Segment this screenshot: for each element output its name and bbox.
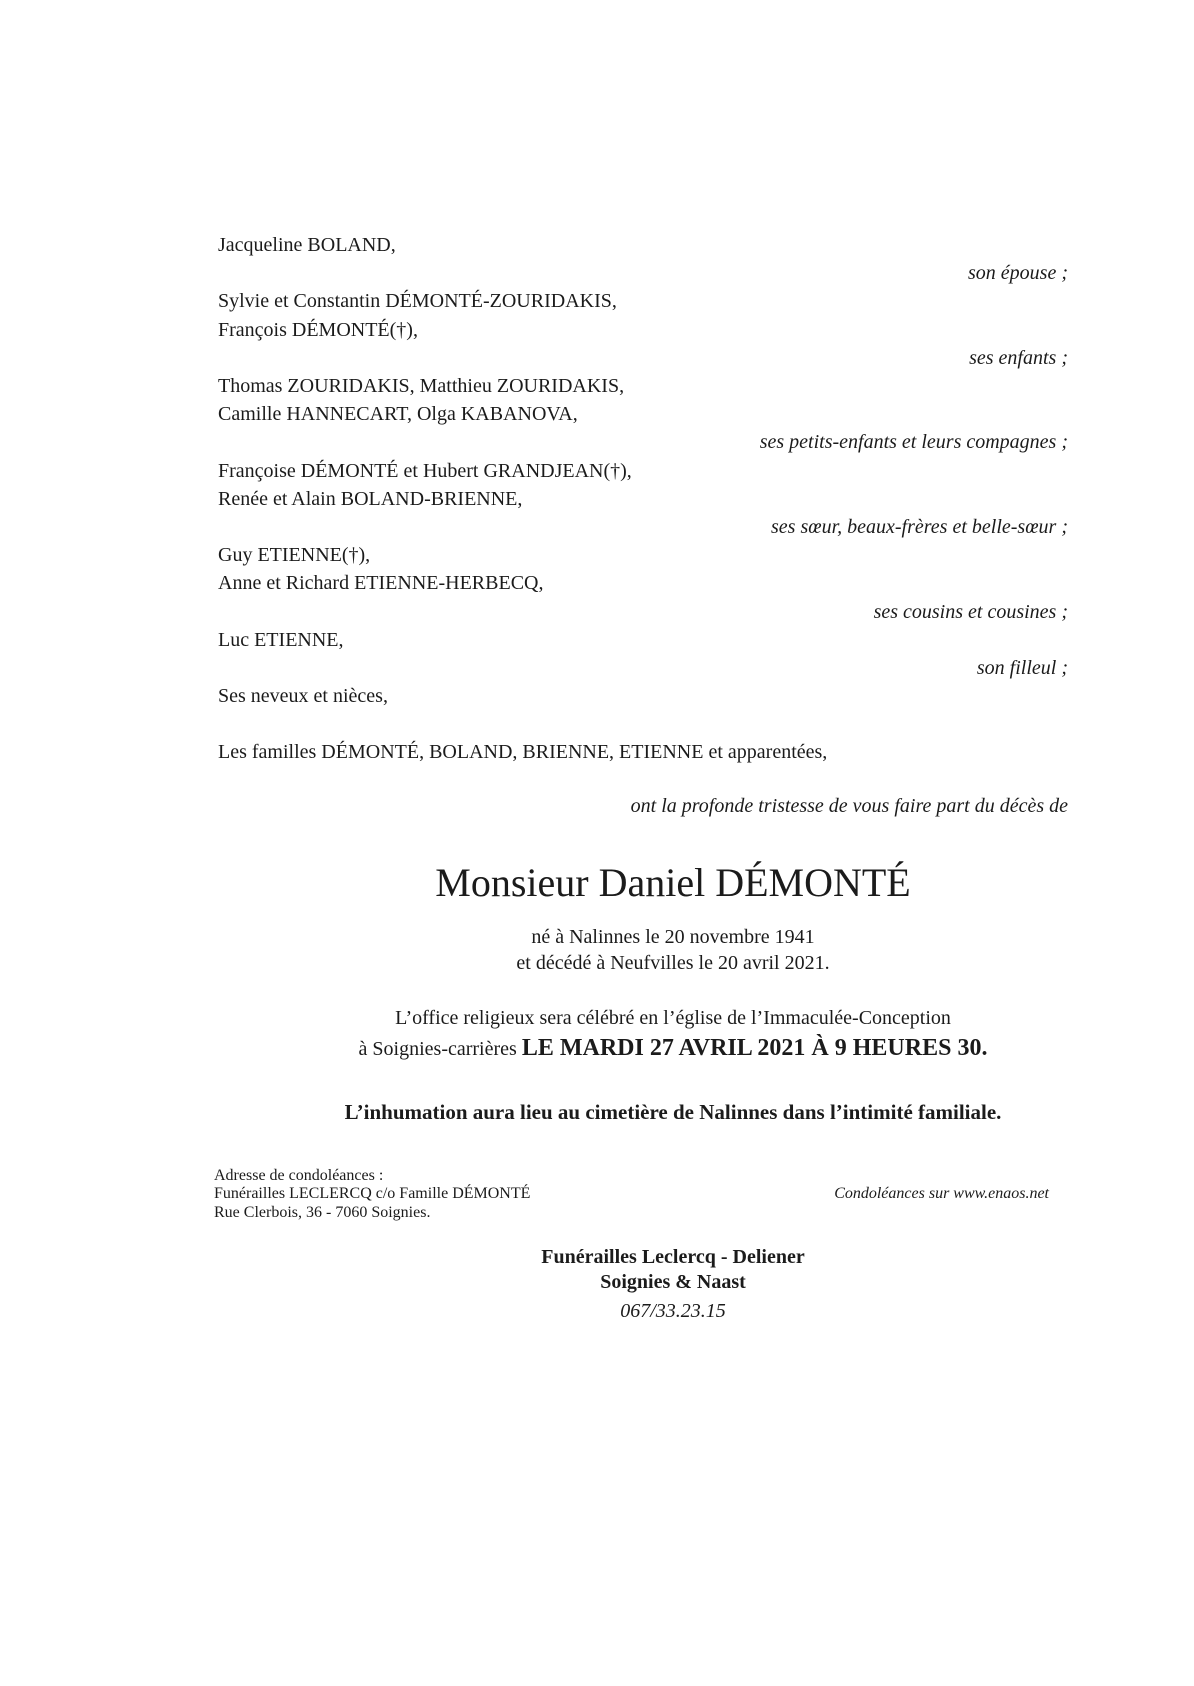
online-condolences-line: Condoléances sur www.enaos.net — [834, 1185, 1049, 1203]
funeral-home-locations: Soignies & Naast — [600, 1271, 746, 1293]
deceased-name: Monsieur Daniel DÉMONTÉ — [435, 860, 911, 905]
death-line: et décédé à Neufvilles le 20 avril 2021. — [516, 951, 830, 974]
family-name-line: Luc ETIENNE, — [218, 628, 344, 651]
funeral-home-name: Funérailles Leclercq - Deliener — [541, 1246, 805, 1268]
condolence-address-line: Rue Clerbois, 36 - 7060 Soignies. — [214, 1203, 431, 1221]
announcement-intro-line: ont la profonde tristesse de vous faire part du décès de — [630, 795, 1068, 817]
office-line: L’office religieux sera célébré en l’église de l’Immaculée-Conception — [395, 1007, 951, 1029]
family-name-line: Renée et Alain BOLAND-BRIENNE, — [218, 487, 523, 510]
family-section — [218, 231, 1068, 710]
relation-line: ses enfants ; — [969, 346, 1068, 369]
family-name-line: Guy ETIENNE(†), — [218, 544, 371, 567]
service-datetime: LE MARDI 27 AVRIL 2021 À 9 HEURES 30. — [521, 1034, 988, 1061]
relation-line: ses petits-enfants et leurs compagnes ; — [759, 431, 1068, 454]
birth-line: né à Nalinnes le 20 novembre 1941 — [531, 926, 815, 948]
service-datetime-line — [230, 1034, 1116, 1065]
family-name-line: Ses neveux et nièces, — [218, 685, 388, 708]
family-name-line: Sylvie et Constantin DÉMONTÉ-ZOURIDAKIS, — [218, 290, 617, 313]
birth-death-block — [230, 925, 1116, 976]
condolences-section — [214, 1167, 1068, 1222]
relation-line: ses cousins et cousines ; — [873, 600, 1068, 623]
relation-line: son filleul ; — [976, 657, 1068, 680]
family-name-line: Jacqueline BOLAND, — [218, 234, 396, 256]
relation-line: son épouse ; — [968, 262, 1068, 285]
service-location-prefix: à Soignies-carrières — [358, 1037, 522, 1060]
family-name-line: Anne et Richard ETIENNE-HERBECQ, — [218, 572, 544, 595]
condolence-address-line: Funérailles LECLERCQ c/o Famille DÉMONTÉ — [214, 1185, 531, 1203]
service-block — [230, 1004, 1116, 1064]
condolence-address-label: Adresse de condoléances : — [214, 1167, 384, 1184]
families-line: Les familles DÉMONTÉ, BOLAND, BRIENNE, ETIENNE et apparentées, — [218, 741, 828, 763]
family-name-line: Camille HANNECART, Olga KABANOVA, — [218, 403, 578, 426]
family-name-line: François DÉMONTÉ(†), — [218, 318, 418, 341]
funeral-home-phone: 067/33.23.15 — [620, 1300, 726, 1322]
family-name-line: Françoise DÉMONTÉ et Hubert GRANDJEAN(†), — [218, 459, 632, 482]
funeral-home-footer — [230, 1245, 1116, 1324]
relation-line: ses sœur, beaux-frères et belle-sœur ; — [771, 516, 1068, 539]
family-name-line: Thomas ZOURIDAKIS, Matthieu ZOURIDAKIS, — [218, 375, 625, 398]
burial-line: L’inhumation aura lieu au cimetière de Nalinnes dans l’intimité familiale. — [344, 1100, 1002, 1124]
